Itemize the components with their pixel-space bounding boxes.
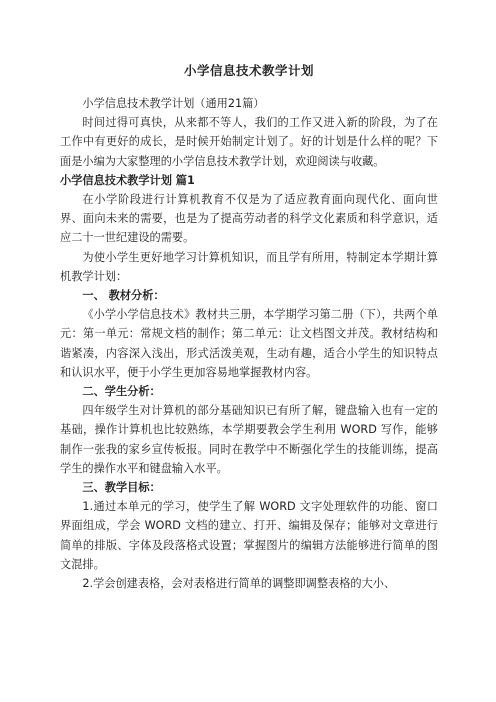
section-heading: 小学信息技术教学计划 篇1 [60, 173, 195, 187]
paragraph: 四年级学生对计算机的部分基础知识已有所了解，键盘输入也有一定的基础，操作计算机也比较熟练，本学期要教会学生利用 WORD 写作，能够制作一张我的家乡宣传板报。同时在教学中不断强化学生的技能训练，提高学生的操作水平和键盘输入水平。 [60, 404, 438, 475]
paragraph: 在小学阶段进行计算机教育不仅是为了适应教育面向现代化、面向世界、面向未来的需要，也是为了提高劳动者的科学文化素质和科学意识，适应二十一世纪建设的需要。 [60, 193, 438, 245]
section-heading: 二、学生分析： [82, 385, 161, 399]
section-heading: 三、教学目标： [82, 481, 161, 495]
paragraph: 时间过得可真快，从来都不等人，我们的工作又进入新的阶段，为了在工作中有更好的成长，是时候开始制定计划了。好的计划是什么样的呢？下面是小编为大家整理的小学信息技术教学计划，欢迎阅读与收藏。 [60, 116, 438, 168]
paragraph: 《小学小学信息技术》教材共三册，本学期学习第二册（下），共两个单元：第一单元：常规文档的制作；第二单元：让文档图文并茂。教材结构和谐紧凑，内容深入浅出，形式活泼美观，生动有趣，适合小学生的知识特点和认识水平，便于小学生更加容易地掌握教材内容。 [60, 308, 438, 379]
paragraph: 1.通过本单元的学习，使学生了解 WORD 文字处理软件的功能、窗口界面组成，学会 WORD 文档的建立、打开、编辑及保存；能够对文章进行简单的排版、字体及段落格式设置；掌握图片的编辑方法能够进行简单的图文混排。 [60, 500, 438, 571]
paragraph: 2.学会创建表格，会对表格进行简单的调整即调整表格的大小、 [82, 577, 396, 591]
document-title: 小学信息技术教学计划 [183, 63, 314, 78]
paragraph: 为使小学生更好地学习计算机知识，而且学有所用，特制定本学期计算机教学计划： [60, 250, 438, 283]
section-heading: 一、 教材分析： [82, 289, 165, 303]
paragraph: 小学信息技术教学计划（通用21篇） [82, 97, 265, 110]
